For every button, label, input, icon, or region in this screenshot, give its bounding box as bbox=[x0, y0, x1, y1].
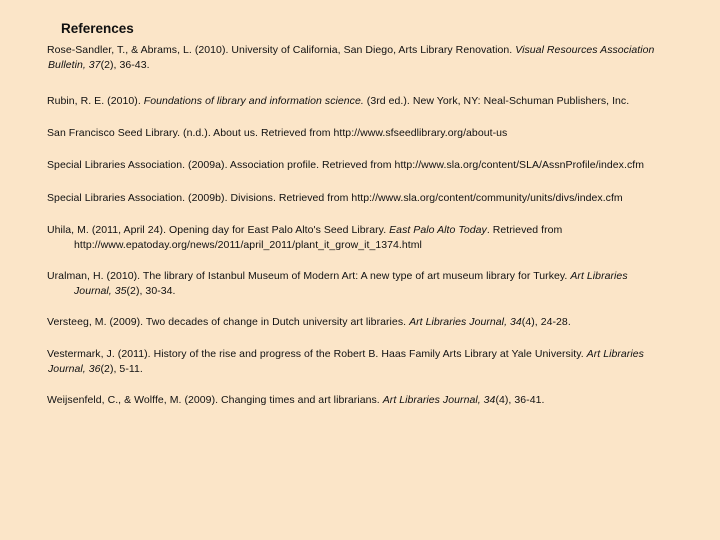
ref-text: Rubin, R. E. (2010). bbox=[47, 95, 144, 107]
ref-issue: (2), 5-11. bbox=[100, 363, 143, 375]
ref-text: Uhila, M. (2011, April 24). Opening day for East Palo Alto's Seed Library. bbox=[47, 224, 390, 236]
ref-journal-cont: Journal, 35 bbox=[74, 285, 127, 297]
ref-issue: (2), 30-34. bbox=[126, 285, 176, 297]
ref-issue: (2), 36-43. bbox=[100, 59, 150, 71]
ref-issue: (4), 36-41. bbox=[495, 394, 545, 406]
ref-text: Uralman, H. (2010). The library of Istanbul Museum of Modern Art: A new type of art museum library for Turkey. bbox=[47, 270, 571, 282]
reference-sla-2009b bbox=[47, 191, 714, 206]
reference-rubin bbox=[47, 94, 714, 109]
ref-text: Special Libraries Association. (2009b). Divisions. Retrieved from http://www.sla.org/content/community/units/divs/index.cfm bbox=[47, 192, 623, 204]
ref-journal: Art Libraries Journal, 34 bbox=[382, 394, 496, 406]
ref-journal-cont: Bulletin, 37 bbox=[48, 59, 101, 71]
ref-publisher: (3rd ed.). New York, NY: Neal-Schuman Publishers, Inc. bbox=[363, 95, 630, 107]
reference-uhila bbox=[47, 223, 714, 253]
ref-journal: Visual Resources Association bbox=[515, 44, 655, 56]
ref-book-title: Foundations of library and information science. bbox=[143, 95, 364, 107]
ref-journal: Art Libraries bbox=[570, 270, 628, 282]
ref-journal-cont: Journal, 36 bbox=[48, 363, 101, 375]
ref-retrieved: . Retrieved from bbox=[486, 224, 563, 236]
ref-journal: Art Libraries Journal, 34 bbox=[409, 316, 522, 328]
ref-text: Special Libraries Association. (2009a). Association profile. Retrieved from http://www.sla.org/content/SLA/AssnProfile/index.cfm bbox=[47, 159, 645, 171]
ref-text: Versteeg, M. (2009). Two decades of change in Dutch university art libraries. bbox=[47, 316, 410, 328]
ref-text: Weijsenfeld, C., & Wolffe, M. (2009). Changing times and art librarians. bbox=[47, 394, 383, 406]
ref-text: San Francisco Seed Library. (n.d.). About us. Retrieved from http://www.sfseedlibrary.org/about-us bbox=[47, 127, 508, 139]
reference-vestermark bbox=[47, 347, 714, 377]
ref-text: Vestermark, J. (2011). History of the rise and progress of the Robert B. Haas Family Arts Library at Yale University. bbox=[47, 348, 587, 360]
reference-sf-seed-library bbox=[47, 126, 714, 141]
reference-sla-2009a bbox=[47, 158, 714, 173]
reference-versteeg bbox=[47, 315, 714, 330]
reference-weijsenfeld bbox=[47, 393, 714, 408]
reference-uralman bbox=[47, 269, 714, 299]
ref-issue: (4), 24-28. bbox=[521, 316, 571, 328]
page-title: References bbox=[61, 21, 134, 36]
ref-newspaper: East Palo Alto Today bbox=[389, 224, 487, 236]
ref-text: Rose-Sandler, T., & Abrams, L. (2010). University of California, San Diego, Arts Library Renovation. bbox=[47, 44, 516, 56]
ref-journal: Art Libraries bbox=[586, 348, 644, 360]
ref-url: http://www.epatoday.org/news/2011/april_2011/plant_it_grow_it_1374.html bbox=[74, 239, 422, 251]
reference-rose-sandler bbox=[47, 43, 714, 73]
